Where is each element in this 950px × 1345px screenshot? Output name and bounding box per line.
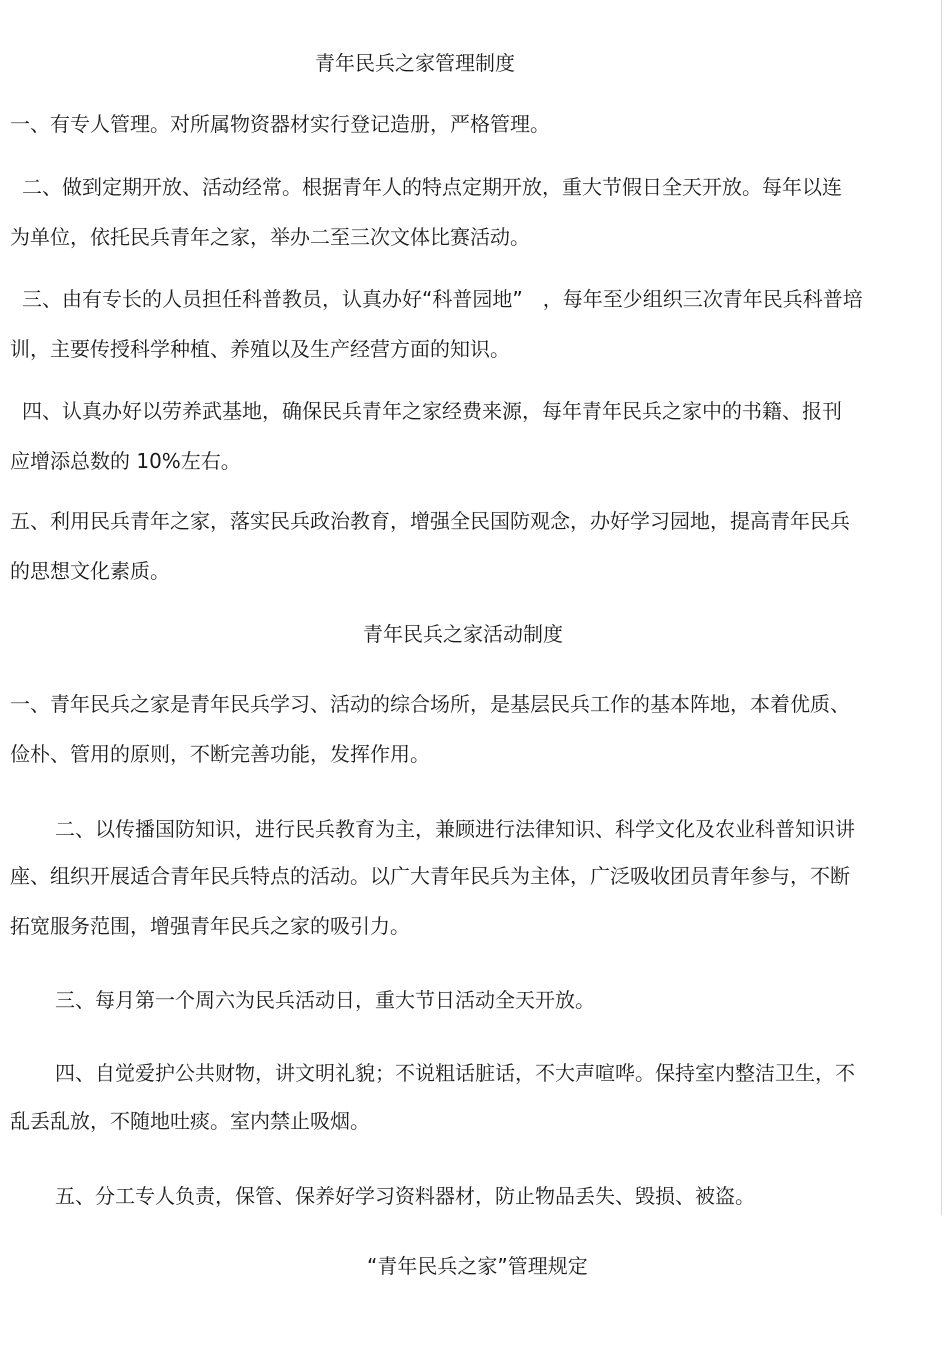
paragraph-line: 四、认真办好以劳养武基地，确保民兵青年之家经费来源，每年青年民兵之家中的书籍、报刊: [22, 399, 842, 423]
paragraph-line: 五、分工专人负责，保管、保养好学习资料器材，防止物品丢失、毁损、被盗。: [55, 1184, 755, 1208]
paragraph-line: 应增添总数的 10%左右。: [10, 449, 241, 473]
paragraph-line: 座、组织开展适合青年民兵特点的活动。以广大青年民兵为主体，广泛吸收团员青年参与，不断: [10, 864, 850, 888]
paragraph-line: 一、青年民兵之家是青年民兵学习、活动的综合场所，是基层民兵工作的基本阵地，本着优质、: [10, 692, 850, 716]
paragraph-line: 的思想文化素质。: [10, 559, 170, 583]
paragraph-line: 三、由有专长的人员担任科普教员，认真办好“科普园地” ，每年至少组织三次青年民兵科普培: [22, 287, 863, 311]
section-title-regulations: “青年民兵之家”管理规定: [367, 1254, 588, 1278]
paragraph-line: 一、有专人管理。对所属物资器材实行登记造册，严格管理。: [10, 112, 550, 136]
paragraph-line: 五、利用民兵青年之家，落实民兵政治教育，增强全民国防观念，办好学习园地，提高青年民兵: [10, 509, 850, 533]
paragraph-line: 四、自觉爱护公共财物，讲文明礼貌；不说粗话脏话，不大声喧哗。保持室内整洁卫生，不: [55, 1061, 855, 1085]
paragraph-line: 为单位，依托民兵青年之家，举办二至三次文体比赛活动。: [10, 225, 530, 249]
paragraph-line: 二、做到定期开放、活动经常。根据青年人的特点定期开放，重大节假日全天开放。每年以连: [22, 175, 842, 199]
paragraph-line: 训，主要传授科学种植、养殖以及生产经营方面的知识。: [10, 337, 510, 361]
section-title-activity: 青年民兵之家活动制度: [363, 622, 563, 646]
paragraph-line: 三、每月第一个周六为民兵活动日，重大节日活动全天开放。: [55, 988, 595, 1012]
paragraph-line: 二、以传播国防知识，进行民兵教育为主，兼顾进行法律知识、科学文化及农业科普知识讲: [55, 817, 855, 841]
paragraph-line: 俭朴、管用的原则，不断完善功能，发挥作用。: [10, 742, 430, 766]
paragraph-line: 乱丢乱放，不随地吐痰。室内禁止吸烟。: [10, 1109, 370, 1133]
paragraph-line: 拓宽服务范围，增强青年民兵之家的吸引力。: [10, 914, 410, 938]
page-edge-line: [941, 0, 942, 1215]
section-title-management: 青年民兵之家管理制度: [315, 51, 515, 75]
